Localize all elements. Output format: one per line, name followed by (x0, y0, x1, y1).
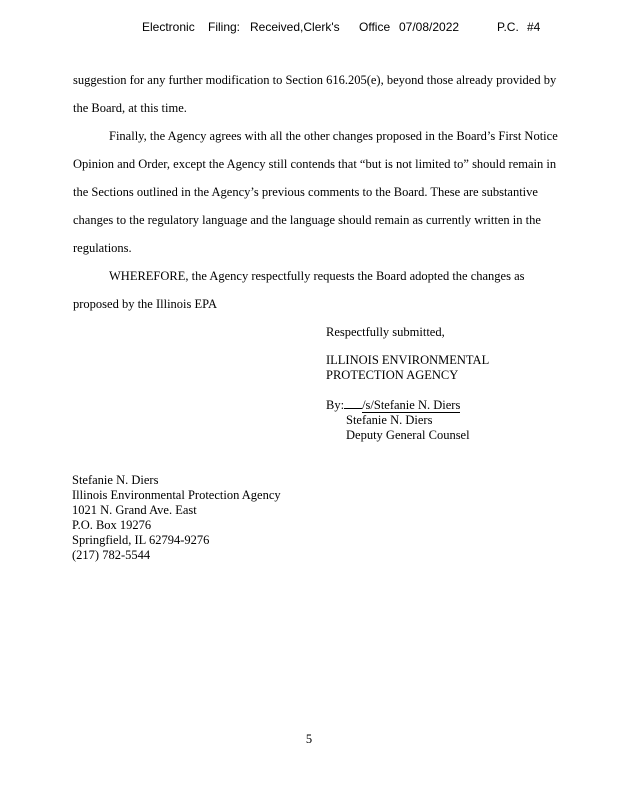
page-number: 5 (305, 732, 313, 746)
signature-org-line: PROTECTION AGENCY (326, 368, 459, 382)
header-pc: P.C. (497, 20, 519, 34)
address-line: Stefanie N. Diers (72, 473, 159, 487)
signature-title: Deputy General Counsel (346, 428, 470, 442)
filing-stamp-header (0, 20, 618, 36)
header-received: Received,Clerk's (250, 20, 340, 34)
paragraph-line: suggestion for any further modification to Section 616.205(e), beyond those already provided by (73, 73, 557, 87)
header-pc-number: #4 (527, 20, 541, 34)
header-date: 07/08/2022 (399, 20, 460, 34)
signature-by-label: By: (326, 398, 345, 412)
paragraph-line: Opinion and Order, except the Agency still contends that “but is not limited to” should remain in (73, 157, 557, 171)
signature-closing: Respectfully submitted, (326, 325, 445, 339)
signature-electronic: /s/Stefanie N. Diers (362, 398, 461, 412)
signature-org-line: ILLINOIS ENVIRONMENTAL (326, 353, 490, 367)
header-electronic: Electronic (142, 20, 195, 34)
signature-name: Stefanie N. Diers (346, 413, 433, 427)
paragraph-line: the Sections outlined in the Agency’s previous comments to the Board. These are substantive (73, 185, 538, 199)
header-filing: Filing: (208, 20, 241, 34)
paragraph-line: changes to the regulatory language and the language should remain as currently written in the (73, 213, 541, 227)
address-line: 1021 N. Grand Ave. East (72, 503, 197, 517)
paragraph-line: Finally, the Agency agrees with all the other changes proposed in the Board’s First Notice (109, 129, 558, 143)
paragraph-line: regulations. (73, 241, 132, 255)
address-line: Illinois Environmental Protection Agency (72, 488, 281, 502)
address-line: Springfield, IL 62794-9276 (72, 533, 210, 547)
paragraph-line: proposed by the Illinois EPA (73, 297, 217, 311)
paragraph-line: the Board, at this time. (73, 101, 187, 115)
address-line: (217) 782-5544 (72, 548, 151, 562)
address-line: P.O. Box 19276 (72, 518, 152, 532)
header-office: Office (359, 20, 391, 34)
paragraph-line: WHEREFORE, the Agency respectfully requests the Board adopted the changes as (109, 269, 525, 283)
signature-by-line (326, 398, 460, 413)
